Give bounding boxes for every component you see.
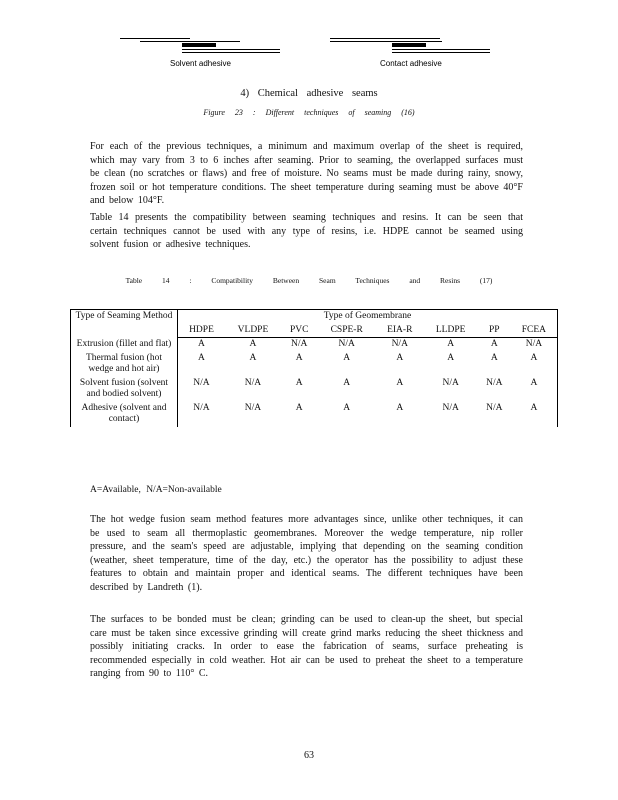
table-cell: A — [343, 377, 351, 388]
table-cell: N/A — [338, 339, 355, 349]
table-legend: A=Available, N/A=Non-available — [90, 485, 222, 495]
table-cell: A — [396, 352, 404, 363]
method-header: Type of Seaming Method — [71, 310, 178, 338]
table-cell: N/A — [511, 338, 558, 352]
col-header: PP — [478, 324, 511, 338]
table-cell: A — [490, 339, 498, 349]
table-cell: A — [511, 352, 558, 377]
diagram-lower-sheet-2 — [392, 52, 490, 53]
diagram-lower-sheet — [392, 49, 490, 50]
table-cell: N/A — [486, 377, 503, 388]
table-cell: A — [249, 339, 257, 349]
col-header: HDPE — [178, 324, 225, 338]
table-cell: N/A — [486, 402, 503, 413]
col-header: PVC — [281, 324, 317, 338]
table-cell: A — [343, 352, 351, 363]
diagram-lower-sheet — [182, 49, 280, 50]
table-cell: A — [396, 377, 404, 388]
paragraph-table-intro: Table 14 presents the compatibility between seaming techniques and resins. It can be seen that certain techniques cannot be used with any type of resins, i.e. HDPE cannot be seamed using solvent fusion or adhesive techniques. — [90, 212, 523, 251]
table-cell: N/A — [291, 339, 308, 349]
table-cell: N/A — [244, 377, 262, 388]
col-header: EIA-R — [376, 324, 423, 338]
table-cell: N/A — [193, 377, 210, 388]
diagram-upper-sheet — [330, 38, 440, 39]
table-cell: A — [447, 339, 455, 349]
diagram-upper-sheet — [120, 38, 190, 39]
table-cell: A — [198, 352, 205, 363]
table-caption: Table 14 : Compatibility Between Seam Techniques and Resins (17) — [125, 276, 493, 285]
table-cell: N/A — [244, 402, 262, 413]
figure-caption: Figure 23 : Different techniques of seaming (16) — [203, 108, 415, 117]
contact-adhesive-diagram — [330, 36, 490, 58]
row-method: Thermal fusion (hot wedge and hot air) — [71, 352, 178, 377]
diagram-upper-sheet-2 — [140, 41, 240, 42]
table-cell: A — [198, 339, 205, 349]
table-cell: A — [295, 402, 303, 413]
table-row — [71, 402, 558, 427]
solvent-adhesive-diagram — [120, 36, 280, 58]
compatibility-table — [70, 309, 558, 427]
table-header-row — [71, 310, 558, 324]
paragraph-hot-wedge: The hot wedge fusion seam method features more advantages since, unlike other techniques, it can be used to seam all thermoplastic geomembranes. Moreover the wedge temperature, nip roller pressure, and the seam's speed are adjustable, implying that depending on the seaming condition (weather, sheet temperature, time of the day, etc.) the operator has the possibility to adjust these features to obtain and maintain proper and identical seams. The different techniques have been described by Landreth (1). — [90, 514, 523, 593]
diagram-adhesive-layer — [182, 43, 216, 47]
paragraph-surface-prep: The surfaces to be bonded must be clean; grinding can be used to clean-up the sheet, but special care must be taken since excessive grinding will create grind marks reducing the sheet thickness and possibly initiating cracks. In order to ease the fabrication of seams, surface preheating is recommended especially in cold weather. Hot air can be used to preheat the sheet to a temperature ranging from 90 to 110° C. — [90, 614, 523, 680]
table-cell: N/A — [442, 402, 459, 413]
col-header: FCEA — [511, 324, 558, 338]
table-cell: N/A — [193, 402, 210, 413]
table-cell: A — [396, 402, 404, 413]
table-cell: A — [490, 352, 498, 363]
col-header: LLDPE — [423, 324, 477, 338]
table-cell: A — [447, 352, 455, 363]
geomembrane-group-header: Type of Geomembrane — [178, 310, 558, 324]
table-cell: A — [511, 377, 558, 402]
diagram-adhesive-layer — [392, 43, 426, 47]
contact-adhesive-label: Contact adhesive — [380, 59, 442, 68]
table-row — [71, 377, 558, 402]
col-header: VLDPE — [225, 324, 281, 338]
row-method: Extrusion (fillet and flat) — [71, 338, 178, 352]
table-cell: N/A — [442, 377, 459, 388]
diagram-upper-sheet-2 — [330, 41, 442, 42]
table-row — [71, 338, 558, 352]
paragraph-overlap: For each of the previous techniques, a minimum and maximum overlap of the sheet is required, which may vary from 3 to 6 inches after seaming. Prior to seaming, the overlapped surfaces must be clean (no scratches or flaws) and free of moisture. No seams must be made during rainy, snowy, frozen soil or hot temperature conditions. The sheet temperature during seaming must be above 40°F and below 104°F. — [90, 141, 523, 207]
table-cell: A — [511, 402, 558, 427]
table-row — [71, 352, 558, 377]
table-cell: A — [343, 402, 351, 413]
table-cell: A — [249, 352, 257, 363]
table-cell: N/A — [391, 339, 408, 349]
row-method: Adhesive (solvent and contact) — [71, 402, 178, 427]
solvent-adhesive-label: Solvent adhesive — [170, 59, 231, 68]
table-cell: A — [295, 377, 303, 388]
section-heading: 4) Chemical adhesive seams — [240, 88, 378, 99]
diagram-lower-sheet-2 — [182, 52, 280, 53]
col-header: CSPE-R — [317, 324, 376, 338]
table-cell: A — [295, 352, 303, 363]
page-number: 63 — [304, 750, 314, 761]
row-method: Solvent fusion (solvent and bodied solvent) — [71, 377, 178, 402]
